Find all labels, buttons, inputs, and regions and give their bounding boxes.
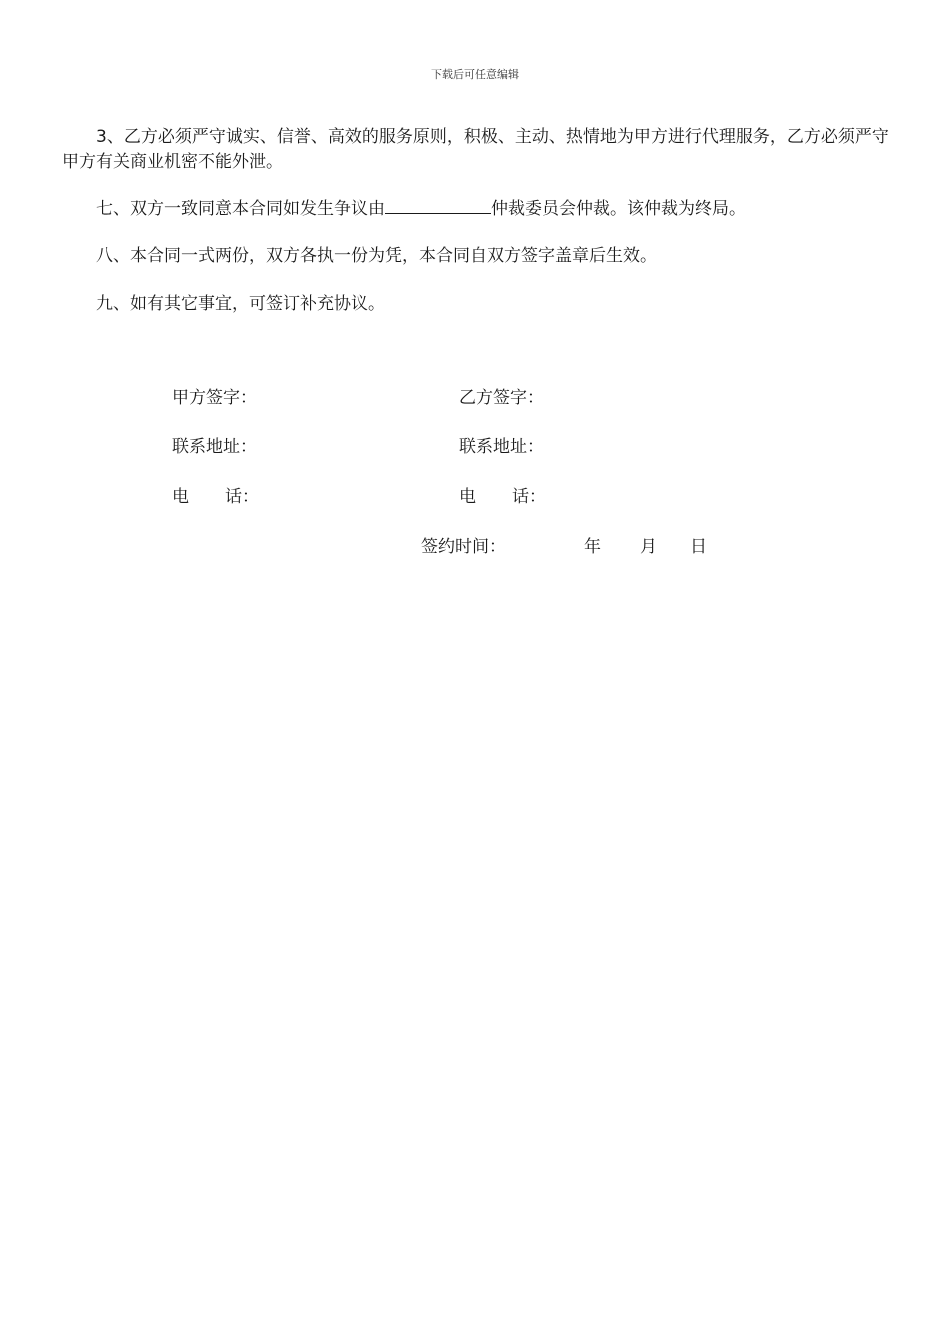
date-day-label: 日 — [690, 537, 707, 557]
page-header-note: 下载后可任意编辑 — [431, 68, 519, 81]
clause-8: 八、本合同一式两份，双方各执一份为凭，本合同自双方签字盖章后生效。 — [96, 246, 657, 266]
party-a-phone-label-part2: 话： — [225, 487, 259, 507]
party-a-signature-label: 甲方签字： — [172, 388, 257, 408]
clause-7-text-after: 仲裁委员会仲裁。该仲裁为终局。 — [491, 199, 746, 219]
party-b-phone-label — [459, 485, 546, 509]
clause-9: 九、如有其它事宜，可签订补充协议。 — [96, 294, 385, 314]
party-b-signature-label: 乙方签字： — [459, 388, 544, 408]
party-a-phone-label — [172, 485, 259, 509]
clause-7 — [62, 197, 890, 222]
clause-7-text-before: 七、双方一致同意本合同如发生争议由 — [96, 199, 385, 219]
party-b-phone-label-part1: 电 — [459, 487, 476, 507]
party-a-address-label: 联系地址： — [172, 437, 257, 457]
date-year-label: 年 — [584, 537, 601, 557]
signing-date-label: 签约时间： — [421, 537, 506, 557]
arbitration-blank-field — [385, 197, 491, 214]
party-a-phone-label-part1: 电 — [172, 487, 189, 507]
clause-3: 3、乙方必须严守诚实、信誉、高效的服务原则，积极、主动、热情地为甲方进行代理服务，乙方必须严守甲方有关商业机密不能外泄。 — [62, 127, 889, 172]
party-b-phone-label-part2: 话： — [512, 487, 546, 507]
date-month-label: 月 — [640, 537, 657, 557]
party-b-address-label: 联系地址： — [459, 437, 544, 457]
